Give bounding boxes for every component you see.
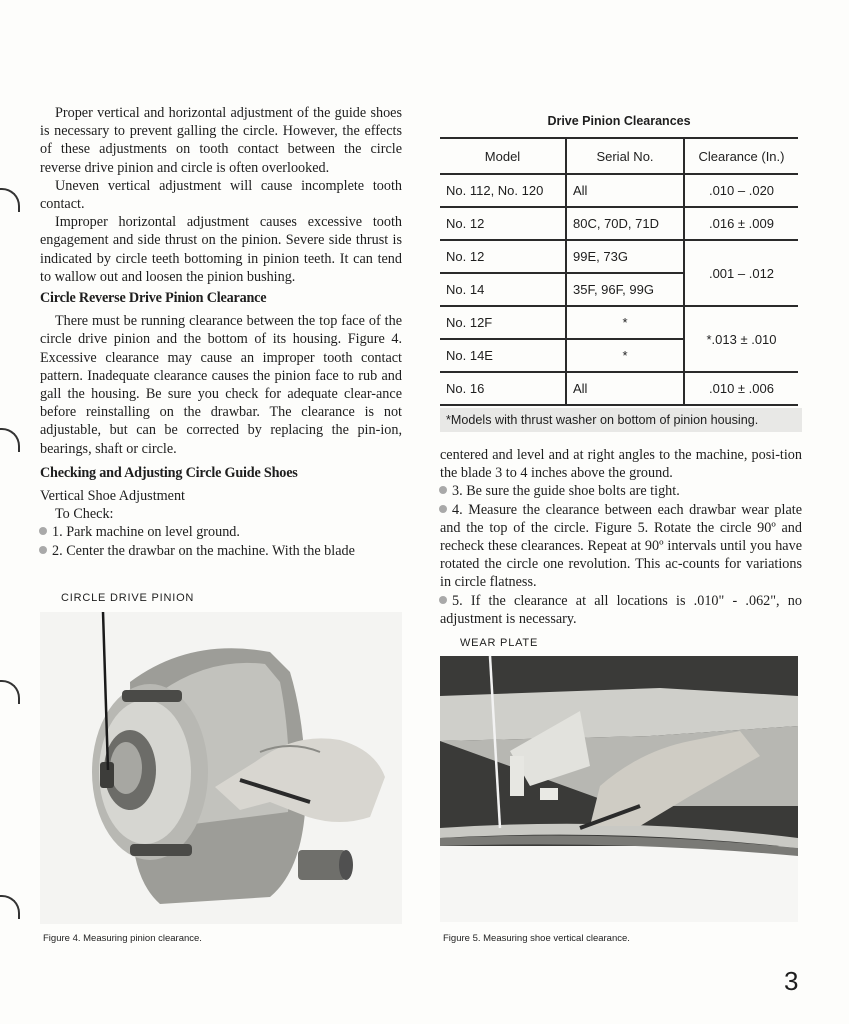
wear-plate-photo-illustration [440,656,798,922]
serial-cell: * [566,306,684,339]
intro-paragraph: Proper vertical and horizontal adjustment of the guide shoes is necessary to prevent galling the circle. However, the effects of these adjustments on tooth contact between the circle reverse drive pinion and circle is often overlooked. [40,105,402,176]
margin-mark [0,188,20,212]
margin-mark [0,895,20,919]
left-column [40,104,402,560]
bullet-icon [439,596,447,604]
step-text: 4. Measure the clearance between each drawbar wear plate and the top of the circle. Figure 5. Rotate the circle 90º and recheck these clearances. Repeat at 90º intervals until you have rotated the circle one revolution. This ac-counts for variations in circle flatness. [440,501,802,591]
model-cell: No. 12 [440,207,566,240]
right-column [440,446,802,628]
page-number: 3 [784,966,799,996]
table-row [440,306,798,339]
table-row [440,372,798,405]
serial-cell: 35F, 96F, 99G [566,273,684,306]
step-item [40,542,402,560]
figure5-label: WEAR PLATE [460,637,539,649]
column-header: Serial No. [566,138,684,174]
step-item [40,523,402,541]
clearance-cell: .001 – .012 [684,240,798,306]
bullet-icon [439,486,447,494]
step-text: 3. Be sure the guide shoe bolts are tight. [452,483,680,500]
step-item [440,482,802,500]
step-text: 1. Park machine on level ground. [52,524,240,541]
column-header: Model [440,138,566,174]
column-header: Clearance (In.) [684,138,798,174]
continuation-paragraph: centered and level and at right angles to the machine, posi-tion the blade 3 to 4 inches above the ground. [440,447,802,482]
intro-paragraph: Improper horizontal adjustment causes excessive tooth engagement and side thrust on the pinion. Severe side thrust is indicated by circle teeth bottoming in pinion teeth. It can tend to wallow out and loosen the pinion bushing. [40,214,402,285]
step-text: 2. Center the drawbar on the machine. With the blade [52,542,355,559]
bullet-icon [39,527,47,535]
clearance-cell: .010 – .020 [684,174,798,207]
clearance-cell: .016 ± .009 [684,207,798,240]
figure4-caption: Figure 4. Measuring pinion clearance. [43,933,202,944]
serial-cell: All [566,174,684,207]
model-cell: No. 12F [440,306,566,339]
serial-cell: 99E, 73G [566,240,684,273]
step-item [440,501,802,592]
table-row [440,207,798,240]
bullet-icon [439,505,447,513]
section-heading: Circle Reverse Drive Pinion Clearance [40,290,267,307]
model-cell: No. 14E [440,339,566,372]
table-title: Drive Pinion Clearances [547,114,691,128]
margin-mark [0,680,20,704]
step-item [440,592,802,628]
figure4-photo [40,612,402,924]
subheading: Vertical Shoe Adjustment [40,488,186,505]
pinion-photo-illustration [40,612,402,924]
bullet-icon [39,546,47,554]
figure4-label: CIRCLE DRIVE PINION [61,592,195,604]
intro-paragraph: Uneven vertical adjustment will cause incomplete tooth contact. [40,177,402,213]
table-header-row [440,138,798,174]
model-cell: No. 112, No. 120 [440,174,566,207]
clearance-table [440,137,798,406]
table-row [440,174,798,207]
model-cell: No. 12 [440,240,566,273]
model-cell: No. 16 [440,372,566,405]
serial-cell: 80C, 70D, 71D [566,207,684,240]
serial-cell: All [566,372,684,405]
table-footnote: *Models with thrust washer on bottom of pinion housing. [440,408,802,432]
model-cell: No. 14 [440,273,566,306]
figure5-photo [440,656,798,922]
to-check-label: To Check: [55,506,114,523]
clearance-paragraph: There must be running clearance between the top face of the circle drive pinion and the bottom of its housing. Figure 4. Excessive clearance may cause an improper tooth contact pattern. Inadequate clearance causes the pinion face to rub and gall the housing. Be sure you check for adequate clear-ance before reinstalling on the drawbar. The clearance is not adjustable, but can be corrected by replacing the pin-ion, bearings, shaft or circle. [40,313,402,457]
serial-cell: * [566,339,684,372]
table-row [440,240,798,273]
figure5-caption: Figure 5. Measuring shoe vertical clearance. [443,933,630,944]
margin-mark [0,428,20,452]
section-heading: Checking and Adjusting Circle Guide Shoes [40,464,298,481]
clearance-cell: .010 ± .006 [684,372,798,405]
step-text: 5. If the clearance at all locations is .010" - .062", no adjustment is necessary. [440,592,802,627]
clearance-cell: *.013 ± .010 [684,306,798,372]
